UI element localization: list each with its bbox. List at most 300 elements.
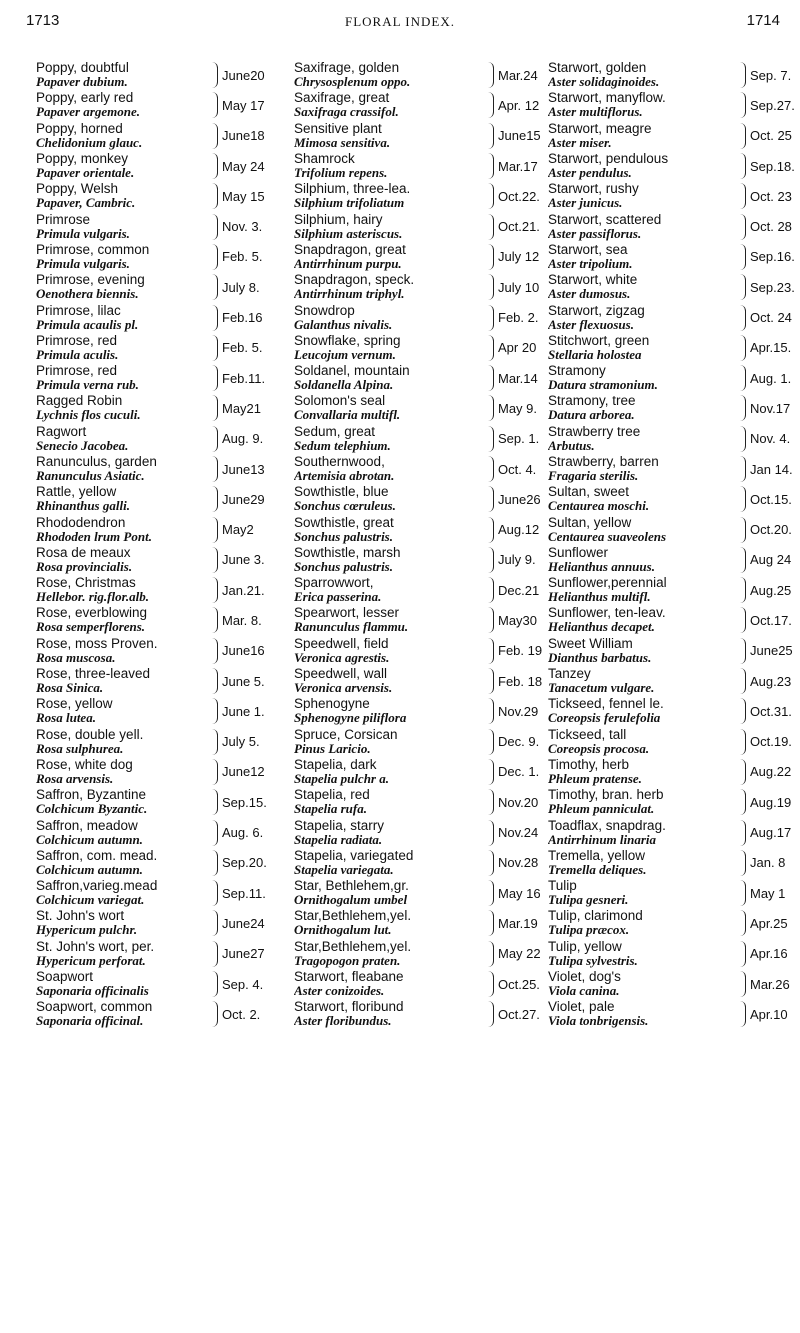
flowering-date: Jan. 8 — [750, 855, 786, 871]
flowering-date: Sep.16. — [750, 249, 795, 265]
entry-names — [294, 485, 481, 513]
brace-icon — [207, 456, 218, 482]
latin-name: Primula aculis. — [36, 347, 119, 362]
index-entry — [36, 666, 268, 696]
index-entry — [36, 939, 268, 969]
index-entry — [36, 333, 268, 363]
index-entry — [294, 60, 544, 90]
brace-icon — [735, 971, 746, 997]
latin-name: Helianthus multifl. — [548, 590, 651, 605]
flowering-date: Oct.21. — [498, 219, 540, 235]
latin-name: Helianthus decapet. — [548, 620, 655, 635]
common-name: Sunflower, ten-leav. — [548, 606, 666, 621]
latin-name: Hypericum perforat. — [36, 953, 146, 968]
brace-icon — [483, 941, 494, 967]
index-entry — [294, 90, 544, 120]
common-name: Ragwort — [36, 424, 87, 439]
entry-names — [548, 304, 733, 332]
common-name: Stitchwort, green — [548, 333, 650, 348]
index-entry — [36, 999, 268, 1029]
latin-name: Galanthus nivalis. — [294, 317, 393, 332]
brace-icon — [735, 456, 746, 482]
brace-icon — [207, 1001, 218, 1027]
index-entry — [548, 545, 796, 575]
entry-names — [548, 940, 733, 968]
common-name: Tulip, clarimond — [548, 909, 643, 924]
brace-icon — [735, 486, 746, 512]
entry-names — [294, 334, 481, 362]
entry-names — [548, 485, 733, 513]
entry-names — [548, 576, 733, 604]
common-name: Sunflower — [548, 545, 609, 560]
index-entry — [548, 60, 796, 90]
common-name: Tickseed, tall — [548, 727, 627, 742]
latin-name: Aster tripolium. — [548, 256, 633, 271]
index-entry — [548, 272, 796, 302]
index-entry — [294, 302, 544, 332]
common-name: St. John's wort — [36, 909, 125, 924]
flowering-date: June 5. — [222, 673, 265, 689]
brace-icon — [483, 698, 494, 724]
entry-names — [36, 122, 205, 150]
flowering-date: Nov.24 — [498, 825, 539, 841]
flowering-date: Apr.16 — [750, 946, 788, 962]
latin-name: Papaver dubium. — [36, 75, 128, 90]
common-name: Sowthistle, marsh — [294, 545, 401, 560]
brace-icon — [483, 971, 494, 997]
common-name: Rosa de meaux — [36, 545, 131, 560]
entry-names — [36, 425, 205, 453]
entry-names — [548, 667, 733, 695]
common-name: Tremella, yellow — [548, 848, 646, 863]
index-entry — [548, 211, 796, 241]
latin-name: Viola canina. — [548, 984, 620, 999]
entry-names — [548, 152, 733, 180]
flowering-date: Mar.24 — [498, 67, 538, 83]
brace-icon — [207, 971, 218, 997]
flowering-date: Mar.14 — [498, 370, 538, 386]
latin-name: Tulipa sylvestris. — [548, 953, 638, 968]
index-entry — [36, 393, 268, 423]
brace-icon — [207, 123, 218, 149]
brace-icon — [735, 244, 746, 270]
latin-name: Stapelia rufa. — [294, 802, 367, 817]
entry-names — [294, 182, 481, 210]
brace-icon — [207, 305, 218, 331]
brace-icon — [207, 850, 218, 876]
index-entry — [294, 151, 544, 181]
flowering-date: Feb. 5. — [222, 340, 263, 356]
entry-names — [548, 849, 733, 877]
index-entry — [294, 181, 544, 211]
common-name: Stapelia, red — [294, 788, 370, 803]
brace-icon — [735, 395, 746, 421]
latin-name: Dianthus barbatus. — [548, 650, 652, 665]
entry-names — [548, 970, 733, 998]
latin-name: Helianthus annuus. — [548, 559, 655, 574]
entry-names — [294, 606, 481, 634]
latin-name: Arbutus. — [548, 438, 595, 453]
common-name: Violet, dog's — [548, 970, 621, 985]
brace-icon — [207, 517, 218, 543]
flowering-date: Apr. 12 — [498, 97, 540, 113]
common-name: Star,Bethlehem,yel. — [294, 909, 412, 924]
entry-names — [548, 243, 733, 271]
brace-icon — [483, 729, 494, 755]
entry-names — [36, 909, 205, 937]
index-entry — [36, 121, 268, 151]
index-entry — [548, 393, 796, 423]
index-entry — [294, 999, 544, 1029]
page-number-left: 1713 — [26, 12, 60, 29]
common-name: Violet, pale — [548, 1000, 615, 1015]
index-column-1 — [36, 60, 268, 1030]
flowering-date: Oct.27. — [498, 1006, 540, 1022]
common-name: Rose, white dog — [36, 757, 133, 772]
common-name: Saxifrage, golden — [294, 61, 400, 76]
latin-name: Rosa provincialis. — [36, 559, 133, 574]
entry-names — [548, 364, 733, 392]
brace-icon — [483, 820, 494, 846]
latin-name: Stellaria holostea — [548, 347, 642, 362]
entry-names — [294, 728, 481, 756]
flowering-date: Sep. 1. — [498, 431, 540, 447]
flowering-date: Aug. 9. — [222, 431, 264, 447]
flowering-date: June20 — [222, 67, 265, 83]
index-entry — [294, 787, 544, 817]
brace-icon — [207, 607, 218, 633]
common-name: Starwort, scattered — [548, 212, 662, 227]
latin-name: Tulipa præcox. — [548, 923, 630, 938]
entry-names — [548, 273, 733, 301]
latin-name: Antirrhinum triphyl. — [294, 287, 405, 302]
latin-name: Rosa muscosa. — [36, 650, 116, 665]
entry-names — [36, 546, 205, 574]
latin-name: Tremella deliques. — [548, 862, 647, 877]
brace-icon — [735, 577, 746, 603]
common-name: Rhododendron — [36, 515, 126, 530]
brace-icon — [207, 244, 218, 270]
flowering-date: June29 — [222, 491, 265, 507]
common-name: Silphium, hairy — [294, 212, 383, 227]
entry-names — [294, 273, 481, 301]
common-name: Saxifrage, great — [294, 91, 390, 106]
brace-icon — [483, 183, 494, 209]
brace-icon — [483, 638, 494, 664]
entry-names — [294, 91, 481, 119]
brace-icon — [483, 244, 494, 270]
flowering-date: Aug. 1. — [750, 370, 792, 386]
entry-names — [294, 364, 481, 392]
flowering-date: Feb. 19 — [498, 643, 543, 659]
flowering-date: Mar.17 — [498, 158, 538, 174]
flowering-date: July 8. — [222, 279, 260, 295]
flowering-date: June12 — [222, 764, 265, 780]
common-name: St. John's wort, per. — [36, 939, 155, 954]
flowering-date: Jan.21. — [222, 582, 265, 598]
entry-names — [294, 970, 481, 998]
latin-name: Coreopsis ferulefolia — [548, 711, 661, 726]
latin-name: Soldanella Alpina. — [294, 378, 394, 393]
entry-names — [548, 728, 733, 756]
common-name: Rose, three-leaved — [36, 667, 151, 682]
common-name: Stramony — [548, 364, 606, 379]
index-entry — [36, 848, 268, 878]
index-entry — [36, 757, 268, 787]
latin-name: Stapelia radiata. — [294, 832, 383, 847]
flowering-date: Apr.25 — [750, 915, 788, 931]
flowering-date: Aug.19 — [750, 794, 792, 810]
latin-name: Chrysosplenum oppo. — [294, 75, 411, 90]
brace-icon — [207, 880, 218, 906]
brace-icon — [207, 729, 218, 755]
index-entry — [36, 90, 268, 120]
brace-icon — [483, 1001, 494, 1027]
entry-names — [294, 637, 481, 665]
common-name: Rattle, yellow — [36, 485, 117, 500]
common-name: Poppy, early red — [36, 91, 134, 106]
running-title: FLORAL INDEX. — [344, 14, 455, 29]
brace-icon — [735, 698, 746, 724]
index-entry — [294, 878, 544, 908]
index-entry — [36, 211, 268, 241]
index-entry — [548, 696, 796, 726]
flowering-date: Aug.25 — [750, 582, 792, 598]
entry-names — [548, 425, 733, 453]
brace-icon — [483, 577, 494, 603]
entry-names — [36, 364, 205, 392]
index-entry — [548, 666, 796, 696]
latin-name: Rosa arvensis. — [36, 771, 114, 786]
brace-icon — [483, 62, 494, 88]
index-entry — [36, 242, 268, 272]
flowering-date: Oct. 28 — [750, 219, 792, 235]
flowering-date: Aug.17 — [750, 825, 792, 841]
latin-name: Datura arborea. — [548, 408, 635, 423]
flowering-date: Sep.20. — [222, 855, 267, 871]
entry-names — [294, 516, 481, 544]
latin-name: Sonchus palustris. — [294, 559, 393, 574]
common-name: Starwort, zigzag — [548, 303, 645, 318]
entry-names — [294, 304, 481, 332]
latin-name: Antirrhinum linaria — [548, 832, 657, 847]
entry-names — [548, 879, 733, 907]
common-name: Ragged Robin — [36, 394, 123, 409]
entry-names — [294, 940, 481, 968]
latin-name: Sonchus palustris. — [294, 529, 393, 544]
brace-icon — [735, 335, 746, 361]
latin-name: Stapelia variegata. — [294, 862, 394, 877]
index-column-2 — [294, 60, 544, 1030]
flowering-date: May 9. — [498, 400, 538, 416]
brace-icon — [207, 62, 218, 88]
flowering-date: Aug.23 — [750, 673, 792, 689]
entry-names — [294, 1000, 481, 1028]
entry-names — [36, 213, 205, 241]
flowering-date: Sep.18. — [750, 158, 795, 174]
latin-name: Rosa Sinica. — [36, 681, 104, 696]
common-name: Timothy, bran. herb — [548, 788, 664, 803]
latin-name: Veronica arvensis. — [294, 681, 393, 696]
index-entry — [294, 908, 544, 938]
common-name: Solomon's seal — [294, 394, 386, 409]
flowering-date: Nov.20 — [498, 794, 539, 810]
latin-name: Ranunculus Asiatic. — [36, 469, 145, 483]
brace-icon — [207, 577, 218, 603]
entry-names — [36, 940, 205, 968]
index-entry — [548, 969, 796, 999]
common-name: Stapelia, starry — [294, 818, 385, 833]
entry-names — [294, 425, 481, 453]
latin-name: Aster passiflorus. — [548, 226, 642, 241]
index-entry — [36, 787, 268, 817]
flowering-date: May21 — [222, 400, 262, 416]
brace-icon — [483, 305, 494, 331]
index-entry — [548, 302, 796, 332]
common-name: Poppy, monkey — [36, 152, 129, 167]
entry-names — [294, 697, 481, 725]
entry-names — [36, 637, 205, 665]
flowering-date: May 16 — [498, 885, 541, 901]
common-name: Tanzey — [548, 667, 591, 682]
index-entry — [548, 454, 796, 484]
common-name: Primrose, red — [36, 364, 118, 379]
entry-names — [36, 788, 205, 816]
brace-icon — [483, 910, 494, 936]
flowering-date: Feb.16 — [222, 310, 263, 326]
flowering-date: Oct.22. — [498, 188, 540, 204]
flowering-date: June16 — [222, 643, 265, 659]
latin-name: Fragaria sterilis. — [548, 469, 639, 483]
entry-names — [294, 61, 481, 89]
index-entry — [548, 908, 796, 938]
latin-name: Papaver argemone. — [36, 105, 140, 120]
entry-names — [294, 152, 481, 180]
index-entry — [548, 424, 796, 454]
latin-name: Aster flexuosus. — [548, 317, 634, 332]
entry-names — [36, 728, 205, 756]
flowering-date: Nov.17 — [750, 400, 791, 416]
latin-name: Tulipa gesneri. — [548, 893, 629, 908]
flowering-date: May2 — [222, 522, 254, 538]
flowering-date: Oct.17. — [750, 612, 792, 628]
brace-icon — [207, 92, 218, 118]
common-name: Saffron,varieg.mead — [36, 879, 158, 894]
latin-name: Primula verna rub. — [36, 378, 139, 393]
latin-name: Stapelia pulchr a. — [294, 771, 389, 786]
latin-name: Rhinanthus galli. — [36, 499, 130, 514]
index-entry — [548, 848, 796, 878]
entry-names — [36, 243, 205, 271]
brace-icon — [735, 274, 746, 300]
common-name: Snapdragon, speck. — [294, 273, 415, 288]
brace-icon — [483, 517, 494, 543]
index-entry — [36, 363, 268, 393]
common-name: Starwort, manyflow. — [548, 91, 666, 106]
brace-icon — [735, 92, 746, 118]
index-entry — [294, 514, 544, 544]
latin-name: Hellebor. rig.flor.alb. — [36, 590, 150, 605]
entry-names — [36, 667, 205, 695]
common-name: Starwort, floribund — [294, 1000, 404, 1015]
entry-names — [36, 455, 205, 483]
flowering-date: May30 — [498, 612, 538, 628]
latin-name: Aster junicus. — [548, 196, 623, 211]
flowering-date: Oct. 4. — [498, 461, 537, 477]
flowering-date: Sep.23. — [750, 279, 795, 295]
latin-name: Primula vulgaris. — [36, 226, 130, 241]
common-name: Rose, everblowing — [36, 606, 148, 621]
index-columns — [36, 60, 795, 1260]
brace-icon — [735, 365, 746, 391]
flowering-date: May 24 — [222, 158, 265, 174]
flowering-date: Oct. 25 — [750, 128, 792, 144]
flowering-date: Oct.15. — [750, 491, 792, 507]
common-name: Strawberry, barren — [548, 455, 659, 469]
latin-name: Viola tonbrigensis. — [548, 1014, 649, 1029]
common-name: Primrose, common — [36, 242, 150, 257]
common-name: Poppy, horned — [36, 121, 123, 136]
common-name: Poppy, Welsh — [36, 182, 119, 197]
latin-name: Rosa sulphurea. — [36, 741, 124, 756]
brace-icon — [207, 183, 218, 209]
index-entry — [294, 727, 544, 757]
entry-names — [294, 849, 481, 877]
entry-names — [36, 334, 205, 362]
index-entry — [36, 605, 268, 635]
flowering-date: Aug.12 — [498, 522, 540, 538]
index-column-3 — [548, 60, 796, 1030]
common-name: Sensitive plant — [294, 121, 382, 136]
brace-icon — [735, 305, 746, 331]
index-entry — [36, 696, 268, 726]
brace-icon — [483, 456, 494, 482]
entry-names — [294, 546, 481, 574]
index-entry — [36, 272, 268, 302]
brace-icon — [483, 274, 494, 300]
latin-name: Saxifraga crassifol. — [294, 105, 399, 120]
latin-name: Hypericum pulchr. — [36, 923, 138, 938]
index-entry — [294, 333, 544, 363]
latin-name: Veronica agrestis. — [294, 650, 390, 665]
flowering-date: Aug.22 — [750, 764, 792, 780]
flowering-date: July 12 — [498, 249, 540, 265]
brace-icon — [735, 153, 746, 179]
latin-name: Mimosa sensitiva. — [294, 135, 391, 150]
index-entry — [294, 666, 544, 696]
entry-names — [548, 394, 733, 422]
brace-icon — [483, 486, 494, 512]
brace-icon — [483, 214, 494, 240]
common-name: Shamrock — [294, 152, 355, 167]
entry-names — [548, 606, 733, 634]
flowering-date: Aug 24 — [750, 552, 792, 568]
flowering-date: Oct.19. — [750, 734, 792, 750]
latin-name: Leucojum vernum. — [294, 347, 396, 362]
brace-icon — [735, 789, 746, 815]
latin-name: Rosa lutea. — [36, 711, 96, 726]
latin-name: Convallaria multifl. — [294, 408, 401, 423]
latin-name: Silphium asteriscus. — [294, 226, 403, 241]
index-entry — [36, 878, 268, 908]
common-name: Tickseed, fennel le. — [548, 697, 664, 712]
index-entry — [548, 727, 796, 757]
common-name: Sweet William — [548, 636, 633, 651]
page-header — [0, 0, 800, 40]
latin-name: Rosa semperflorens. — [36, 620, 146, 635]
brace-icon — [207, 789, 218, 815]
latin-name: Coreopsis procosa. — [548, 741, 650, 756]
